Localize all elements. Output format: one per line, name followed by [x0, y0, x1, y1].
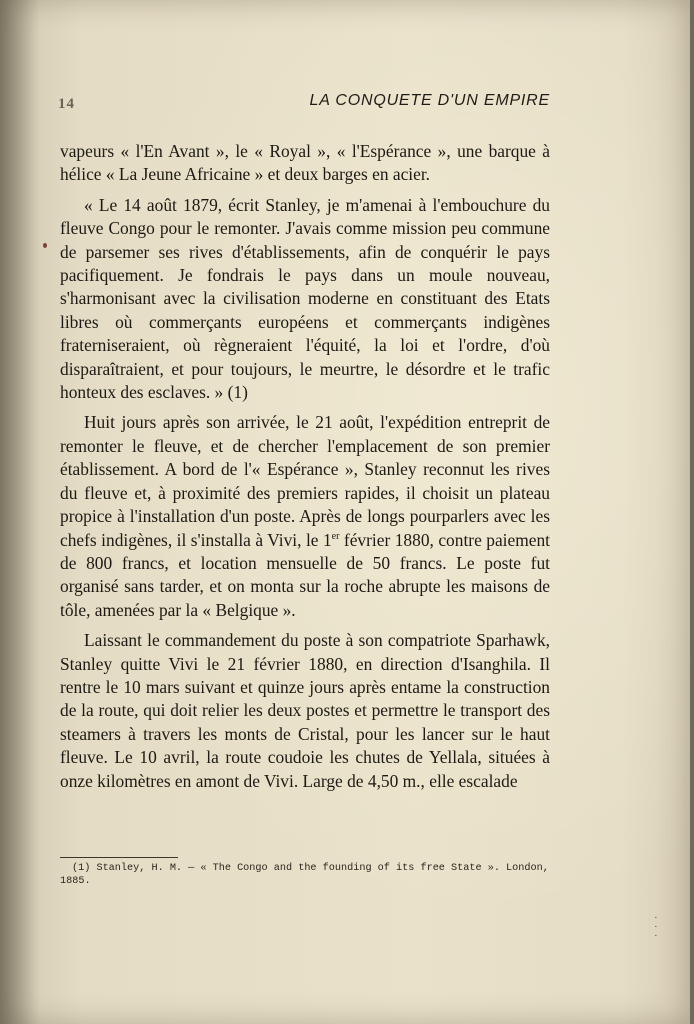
paragraph-4: Laissant le commandement du poste à son compatriote Sparhawk, Stanley quitte Vivi le 21 février 1880, en direction d'Isanghila. Il rentre le 10 mars suivant et quinze jours après entame la construction de la route, qui doit relier les deux postes et permettre le transport des steamers à travers les monts de Cristal, pour les lancer sur le haut fleuve. Le 10 avril, la route coudoie les chutes de Yellala, situées à onze kilomètres en amont de Vivi. Large de 4,50 m., elle escalade — [60, 630, 550, 791]
page-number: 14 — [58, 96, 75, 112]
paragraph-2-stanley-quote: « Le 14 août 1879, écrit Stanley, je m'amenai à l'embouchure du fleuve Congo pour le remonter. J'avais comme mission peu commune de parsemer ses rives d'établissements, afin de conquérir le pays pacifiquement. Je fondrais le pays dans un moule nouveau, s'harmonisant avec la civilisation moderne en constituant des Etats libres où commerçants européens et commerçants indigènes fraterniseraient, où règneraient l'équité, la loi et l'ordre, d'où disparaîtraient, et pour toujours, le meurtre, le désordre et le trafic honteux des esclaves. » (1) — [60, 194, 550, 403]
paragraph-3-part-a: Huit jours après son arrivée, le 21 août, l'expédition entreprit de remonter le fleuve, et de chercher l'emplacement de son premier établissement. A bord de l'« Espérance », Stanley reconnut les rives du fleuve et, à proximité des premiers rapides, il choisit un plateau propice à l'installation d'un poste. Après de longs pourparlers avec les chefs indigènes, il s'installa à Vivi, le 1 — [60, 412, 550, 550]
paragraph-3-part-b: février 1880, contre paiement de 800 francs, et location mensuelle de 50 francs. Le poste fut organisé sans tarder, et on monta sur la roche abrupte les maisons de tôle, amenées par la « Belgique ». — [60, 529, 550, 620]
binding-shadow — [0, 0, 40, 1024]
footnote-rule — [60, 857, 178, 858]
margin-ink-dot — [43, 243, 47, 248]
page-edge-marks: · · · — [654, 912, 658, 942]
ordinal-superscript: er — [331, 530, 340, 542]
paragraph-1: vapeurs « l'En Avant », le « Royal », « l'Espérance », une barque à hélice « La Jeune Africaine » et deux barges en acier. — [60, 141, 550, 185]
paragraph-3 — [60, 411, 550, 622]
footnote: (1) Stanley, H. M. — « The Congo and the founding of its free State ». London, 1885. — [60, 863, 549, 887]
running-title: LA CONQUETE D'UN EMPIRE — [309, 92, 550, 109]
body-text — [60, 140, 550, 800]
